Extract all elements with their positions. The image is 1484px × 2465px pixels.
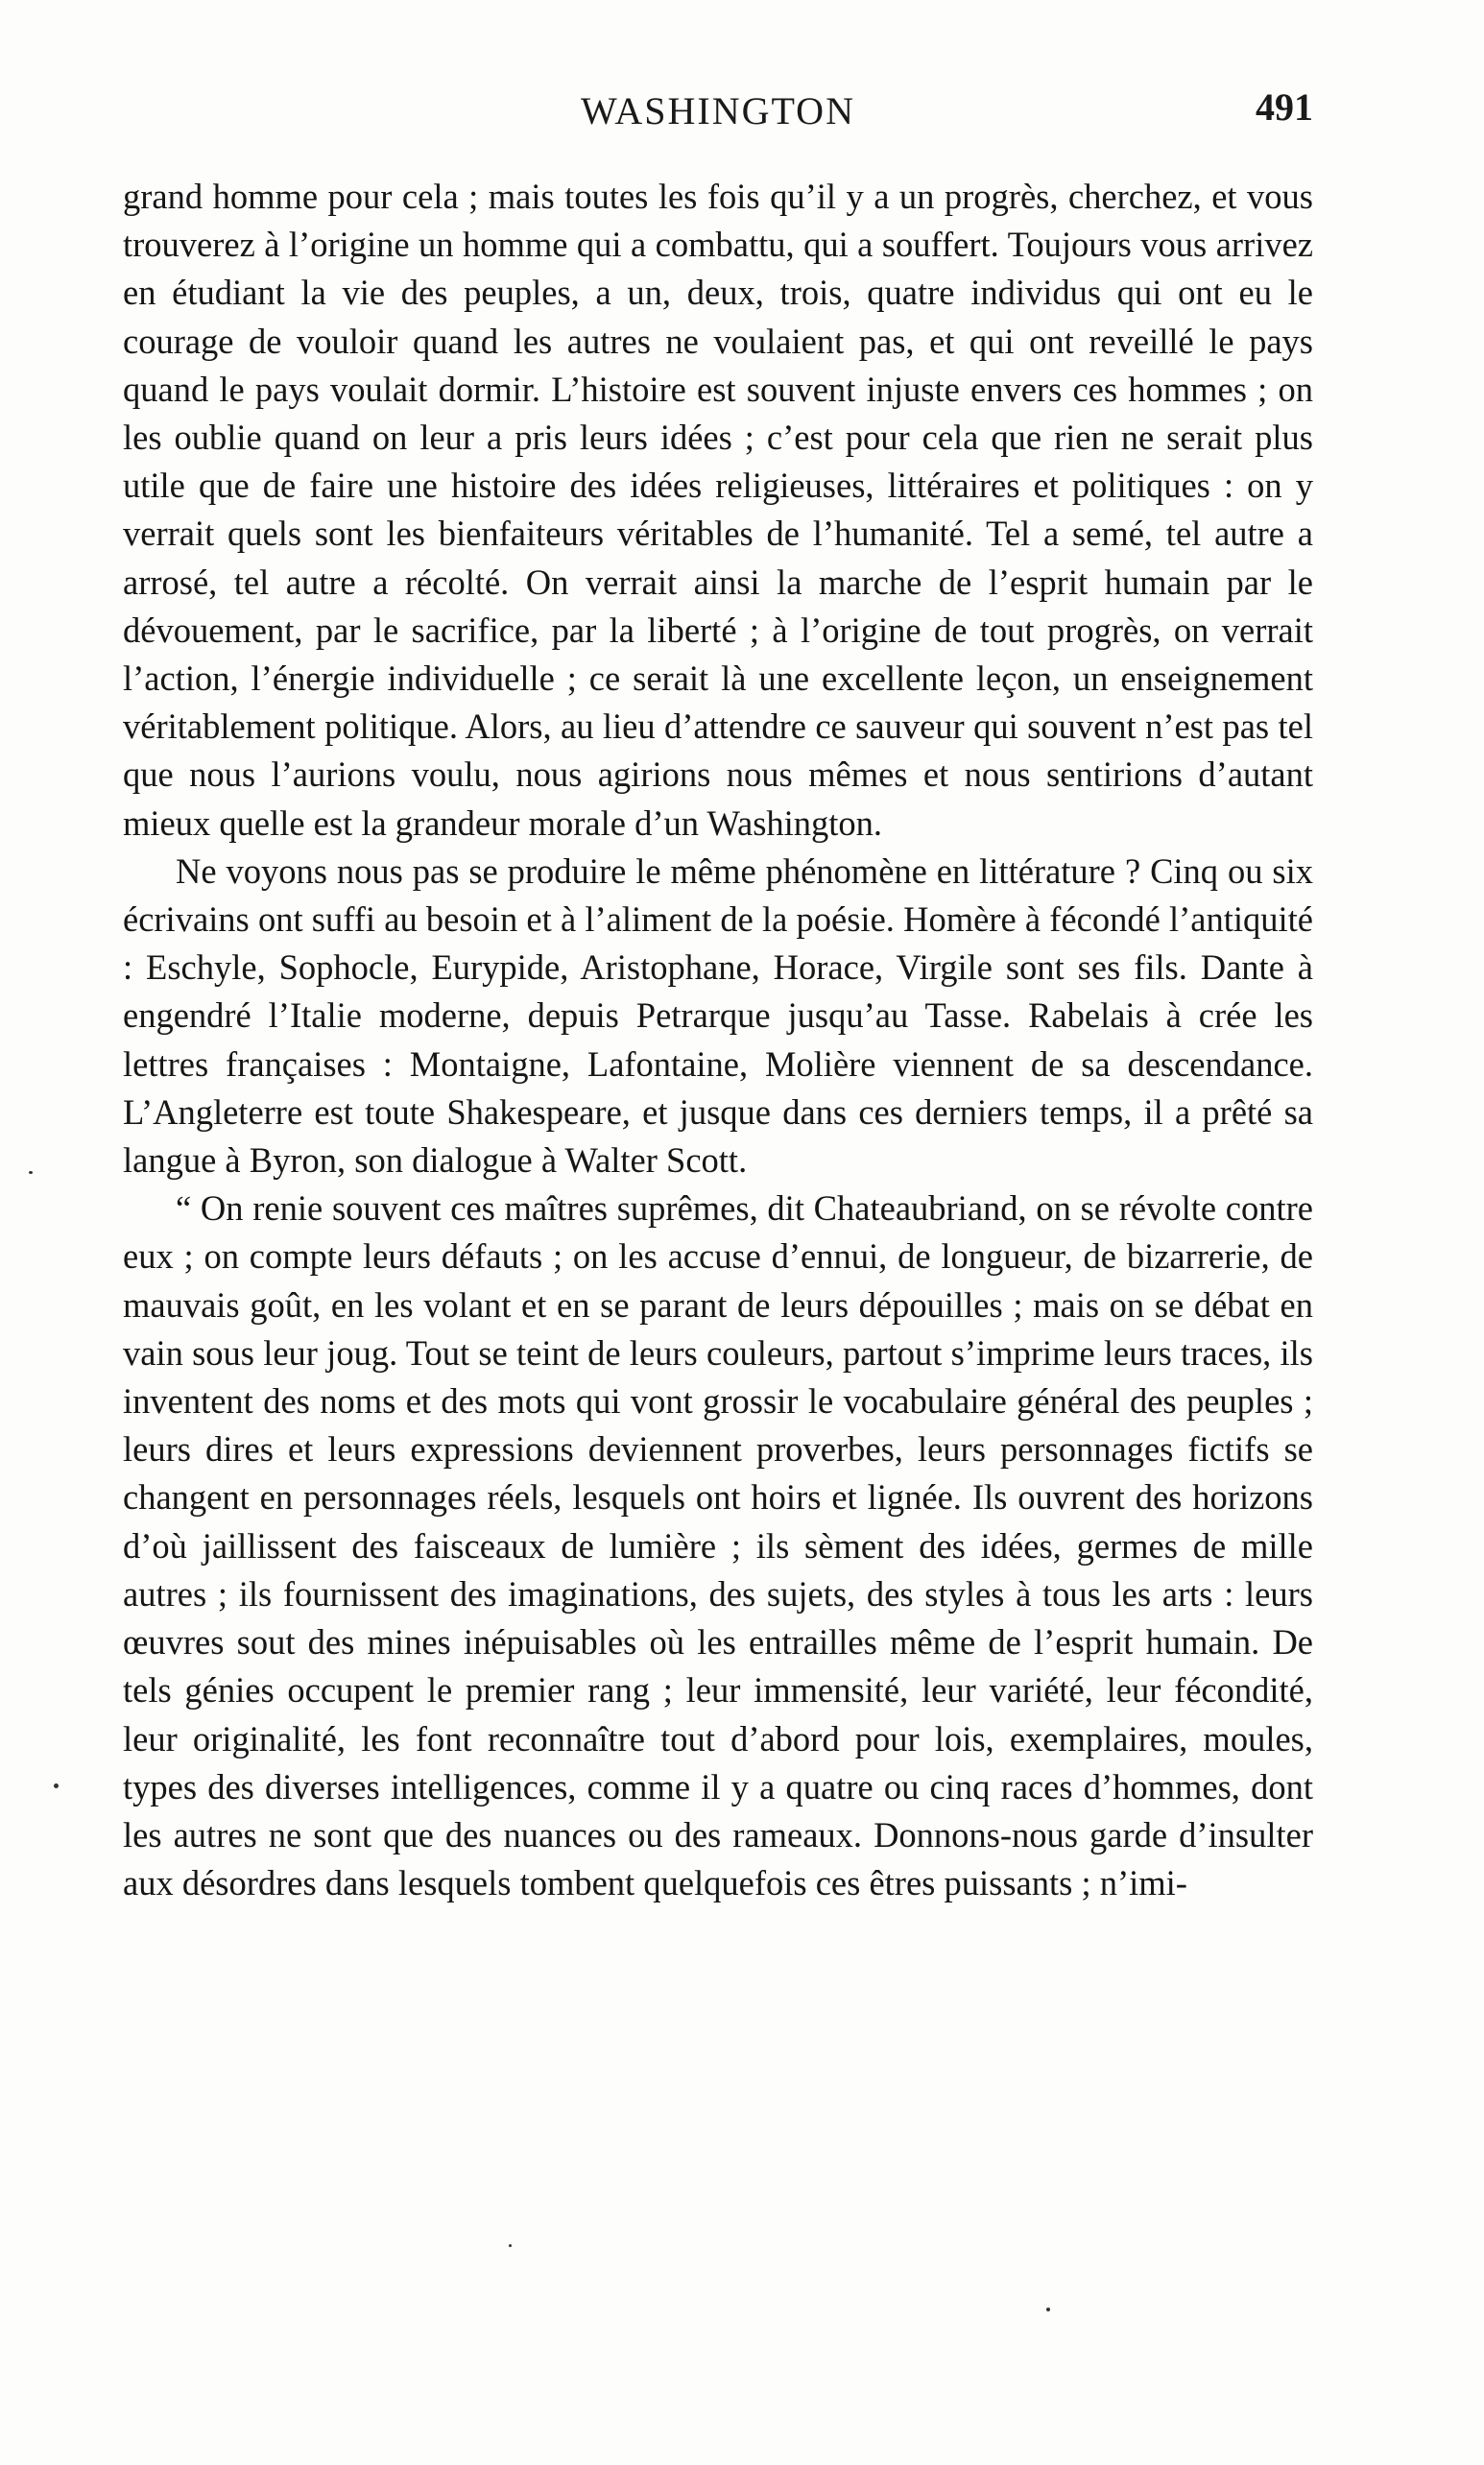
page-number: 491 bbox=[1256, 85, 1313, 129]
print-speck bbox=[54, 1783, 59, 1788]
body-text bbox=[123, 173, 1313, 1907]
print-speck bbox=[29, 1171, 33, 1174]
paragraph-1: grand homme pour cela ; mais toutes les fois qu’il y a un progrès, cherchez, et vous trouverez à l’origine un homme qui a combattu, qui a souffert. Toujours vous arrivez en étudiant la vie des peuples, a un, deux, trois, quatre individus qui ont eu le courage de vouloir quand les autres ne voulaient pas, et qui ont reveillé le pays quand le pays voulait dormir. L’histoire est souvent injuste envers ces hommes ; on les oublie quand on leur a pris leurs idées ; c’est pour cela que rien ne serait plus utile que de faire une histoire des idées religieuses, littéraires et politiques : on y verrait quels sont les bienfaiteurs véritables de l’humanité. Tel a semé, tel autre a arrosé, tel autre a récolté. On verrait ainsi la marche de l’esprit humain par le dévouement, par le sacrifice, par la liberté ; à l’origine de tout progrès, on verrait l’action, l’énergie individuelle ; ce serait là une excellente leçon, un enseignement véritablement politique. Alors, au lieu d’attendre ce sauveur qui souvent n’est pas tel que nous l’aurions voulu, nous agirions nous mêmes et nous sentirions d’autant mieux quelle est la grandeur morale d’un Washington. bbox=[123, 177, 1313, 843]
print-speck bbox=[1046, 2308, 1050, 2311]
print-speck bbox=[509, 2244, 512, 2247]
paragraph-2: Ne voyons nous pas se produire le même phénomène en littérature ? Cinq ou six écrivains ont suffi au besoin et à l’aliment de la poésie. Homère à fécondé l’antiquité : Eschyle, Sophocle, Eurypide, Aristophane, Horace, Virgile sont ses fils. Dante à engendré l’Italie moderne, depuis Petrarque jusqu’au Tasse. Rabelais à crée les lettres françaises : Montaigne, Lafontaine, Molière viennent de sa descendance. L’Angleterre est toute Shakespeare, et jusque dans ces derniers temps, il a prêté sa langue à Byron, son dialogue à Walter Scott. bbox=[123, 850, 1313, 1181]
running-header bbox=[123, 85, 1313, 146]
running-title: WASHINGTON bbox=[581, 89, 855, 132]
paragraph-3: “ On renie souvent ces maîtres suprêmes, dit Chateaubriand, on se révolte contre eux ; on compte leurs défauts ; on les accuse d’ennui, de longueur, de bizarrerie, de mauvais goût, en les volant et en se parant de leurs dépouilles ; mais on se débat en vain sous leur joug. Tout se teint de leurs couleurs, partout s’imprime leurs traces, ils inventent des noms et des mots qui vont grossir le vocabulaire général des peuples ; leurs dires et leurs expressions deviennent proverbes, leurs personnages fictifs se changent en personnages réels, lesquels ont hoirs et lignée. Ils ouvrent des horizons d’où jaillissent des faisceaux de lumière ; ils sèment des idées, germes de mille autres ; ils fournissent des imaginations, des sujets, des styles à tous les arts : leurs œuvres sout des mines inépuisables où les entrailles même de l’esprit humain. De tels génies occupent le premier rang ; leur immensité, leur variété, leur fécondité, leur originalité, les font reconnaître tout d’abord pour lois, exemplaires, moules, types des diverses intelligences, comme il y a quatre ou cinq races d’hommes, dont les autres ne sont que des nuances ou des rameaux. Donnons-nous garde d’insulter aux désordres dans lesquels tombent quelquefois ces êtres puissants ; n’imi- bbox=[123, 1188, 1313, 1903]
